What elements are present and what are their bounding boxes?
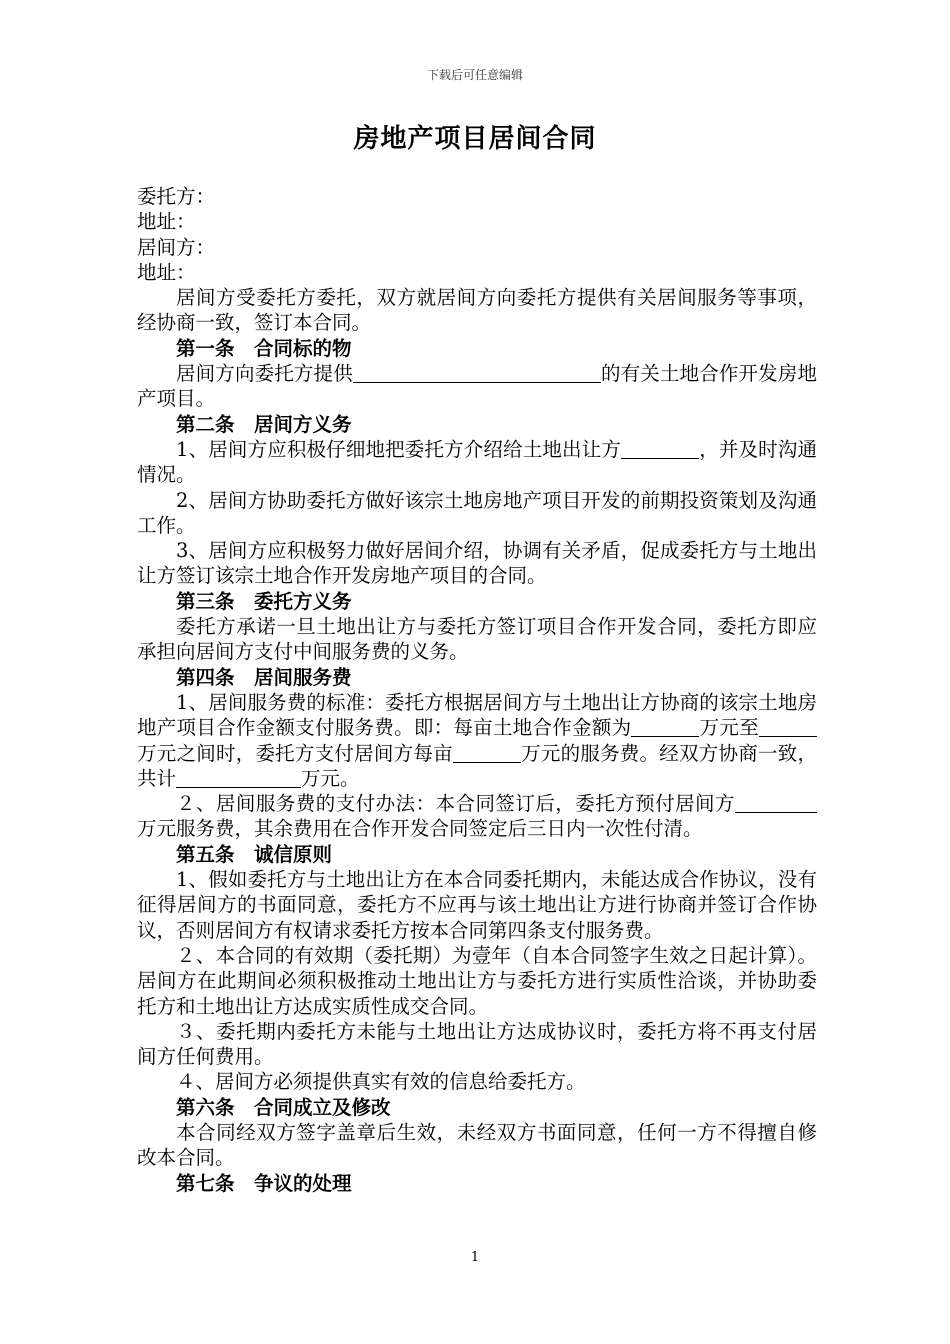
intro-paragraph: 居间方受委托方委托，双方就居间方向委托方提供有关居间服务等事项，经协商一致，签订本合同。 <box>137 286 817 335</box>
article-5-heading: 第五条 诚信原则 <box>176 842 333 866</box>
agent-address-line: 地址： <box>137 260 196 284</box>
article-5-item-2: ２、本合同的有效期（委托期）为壹年（自本合同签字生效之日起计算）。居间方在此期间必须积极推动土地出让方与委托方进行实质性洽谈，并协助委托方和土地出让方达成实质性成交合同。 <box>137 943 817 1018</box>
article-1-heading: 第一条 合同标的物 <box>176 336 352 360</box>
article-4-item-1-e: 万元。 <box>301 766 360 790</box>
article-4-item-1-b: 万元至 <box>699 716 759 740</box>
article-4-item-1-c: 万元之间时，委托方支付居间方每亩 <box>137 741 453 765</box>
article-3-heading: 第三条 委托方义务 <box>176 589 352 613</box>
article-1-text-b: 的有关土地合作开发房地产项目。 <box>137 362 817 411</box>
article-5-item-1: 1、假如委托方与土地出让方在本合同委托期内，未能达成合作协议，没有征得居间方的书面同意，委托方不应再与该土地出让方进行协商并签订合作协议，否则居间方有权请求委托方按本合同第四条支付服务费。 <box>137 868 817 942</box>
blank-field[interactable] <box>453 743 521 763</box>
article-4-item-1-d: 万元的服务费。经双方协商一致，共计 <box>137 741 817 790</box>
article-4-item-2-b: 万元服务费，其余费用在合作开发合同签定后三日内一次性付清。 <box>137 817 703 841</box>
agent-line: 居间方： <box>137 235 216 259</box>
article-4-item-1-a: 1、居间服务费的标准：委托方根据居间方与土地出让方协商的该宗土地房地产项目合作金额支付服务费。即：每亩土地合作金额为 <box>137 690 817 740</box>
article-4-heading: 第四条 居间服务费 <box>176 665 352 689</box>
article-4-item-1 <box>137 690 817 791</box>
article-6-paragraph: 本合同经双方签字盖章后生效，未经双方书面同意，任何一方不得擅自修改本合同。 <box>137 1120 817 1170</box>
article-4-item-2 <box>137 791 817 842</box>
blank-field[interactable] <box>176 768 301 788</box>
article-2-heading: 第二条 居间方义务 <box>176 412 352 436</box>
client-address-line: 地址： <box>137 210 196 234</box>
blank-field[interactable] <box>621 439 699 459</box>
article-2-item-1-b: ，并及时沟通情况。 <box>137 437 817 487</box>
article-4-item-2-a: ２、居间服务费的支付办法：本合同签订后，委托方预付居间方 <box>176 792 735 816</box>
article-2-item-1 <box>137 437 817 488</box>
article-5-item-4: ４、居间方必须提供真实有效的信息给委托方。 <box>176 1070 586 1094</box>
document-title: 房地产项目居间合同 <box>353 124 597 154</box>
contract-body <box>137 184 817 1196</box>
article-1-text-a: 居间方向委托方提供 <box>176 362 353 386</box>
article-2-item-1-a: 1、居间方应积极仔细地把委托方介绍给土地出让方 <box>176 437 622 461</box>
blank-field[interactable] <box>353 363 601 383</box>
page-number: 1 <box>470 1250 480 1265</box>
blank-field[interactable] <box>735 793 817 813</box>
article-7-heading: 第七条 争议的处理 <box>176 1171 352 1195</box>
blank-field[interactable] <box>759 717 817 737</box>
article-5-item-3: ３、委托期内委托方未能与土地出让方达成协议时，委托方将不再支付居间方任何费用。 <box>137 1019 817 1069</box>
article-3-paragraph: 委托方承诺一旦土地出让方与委托方签订项目合作开发合同，委托方即应承担向居间方支付中间服务费的义务。 <box>137 615 817 664</box>
article-1-paragraph <box>137 361 817 412</box>
header-note: 下载后可任意编辑 <box>426 68 523 82</box>
client-line: 委托方： <box>137 185 216 208</box>
article-6-heading: 第六条 合同成立及修改 <box>176 1095 391 1119</box>
blank-field[interactable] <box>631 717 699 737</box>
article-2-item-3: 3、居间方应积极努力做好居间介绍，协调有关矛盾，促成委托方与土地出让方签订该宗土地合作开发房地产项目的合同。 <box>137 539 817 588</box>
article-2-item-2: 2、居间方协助委托方做好该宗土地房地产项目开发的前期投资策划及沟通工作。 <box>137 488 817 537</box>
